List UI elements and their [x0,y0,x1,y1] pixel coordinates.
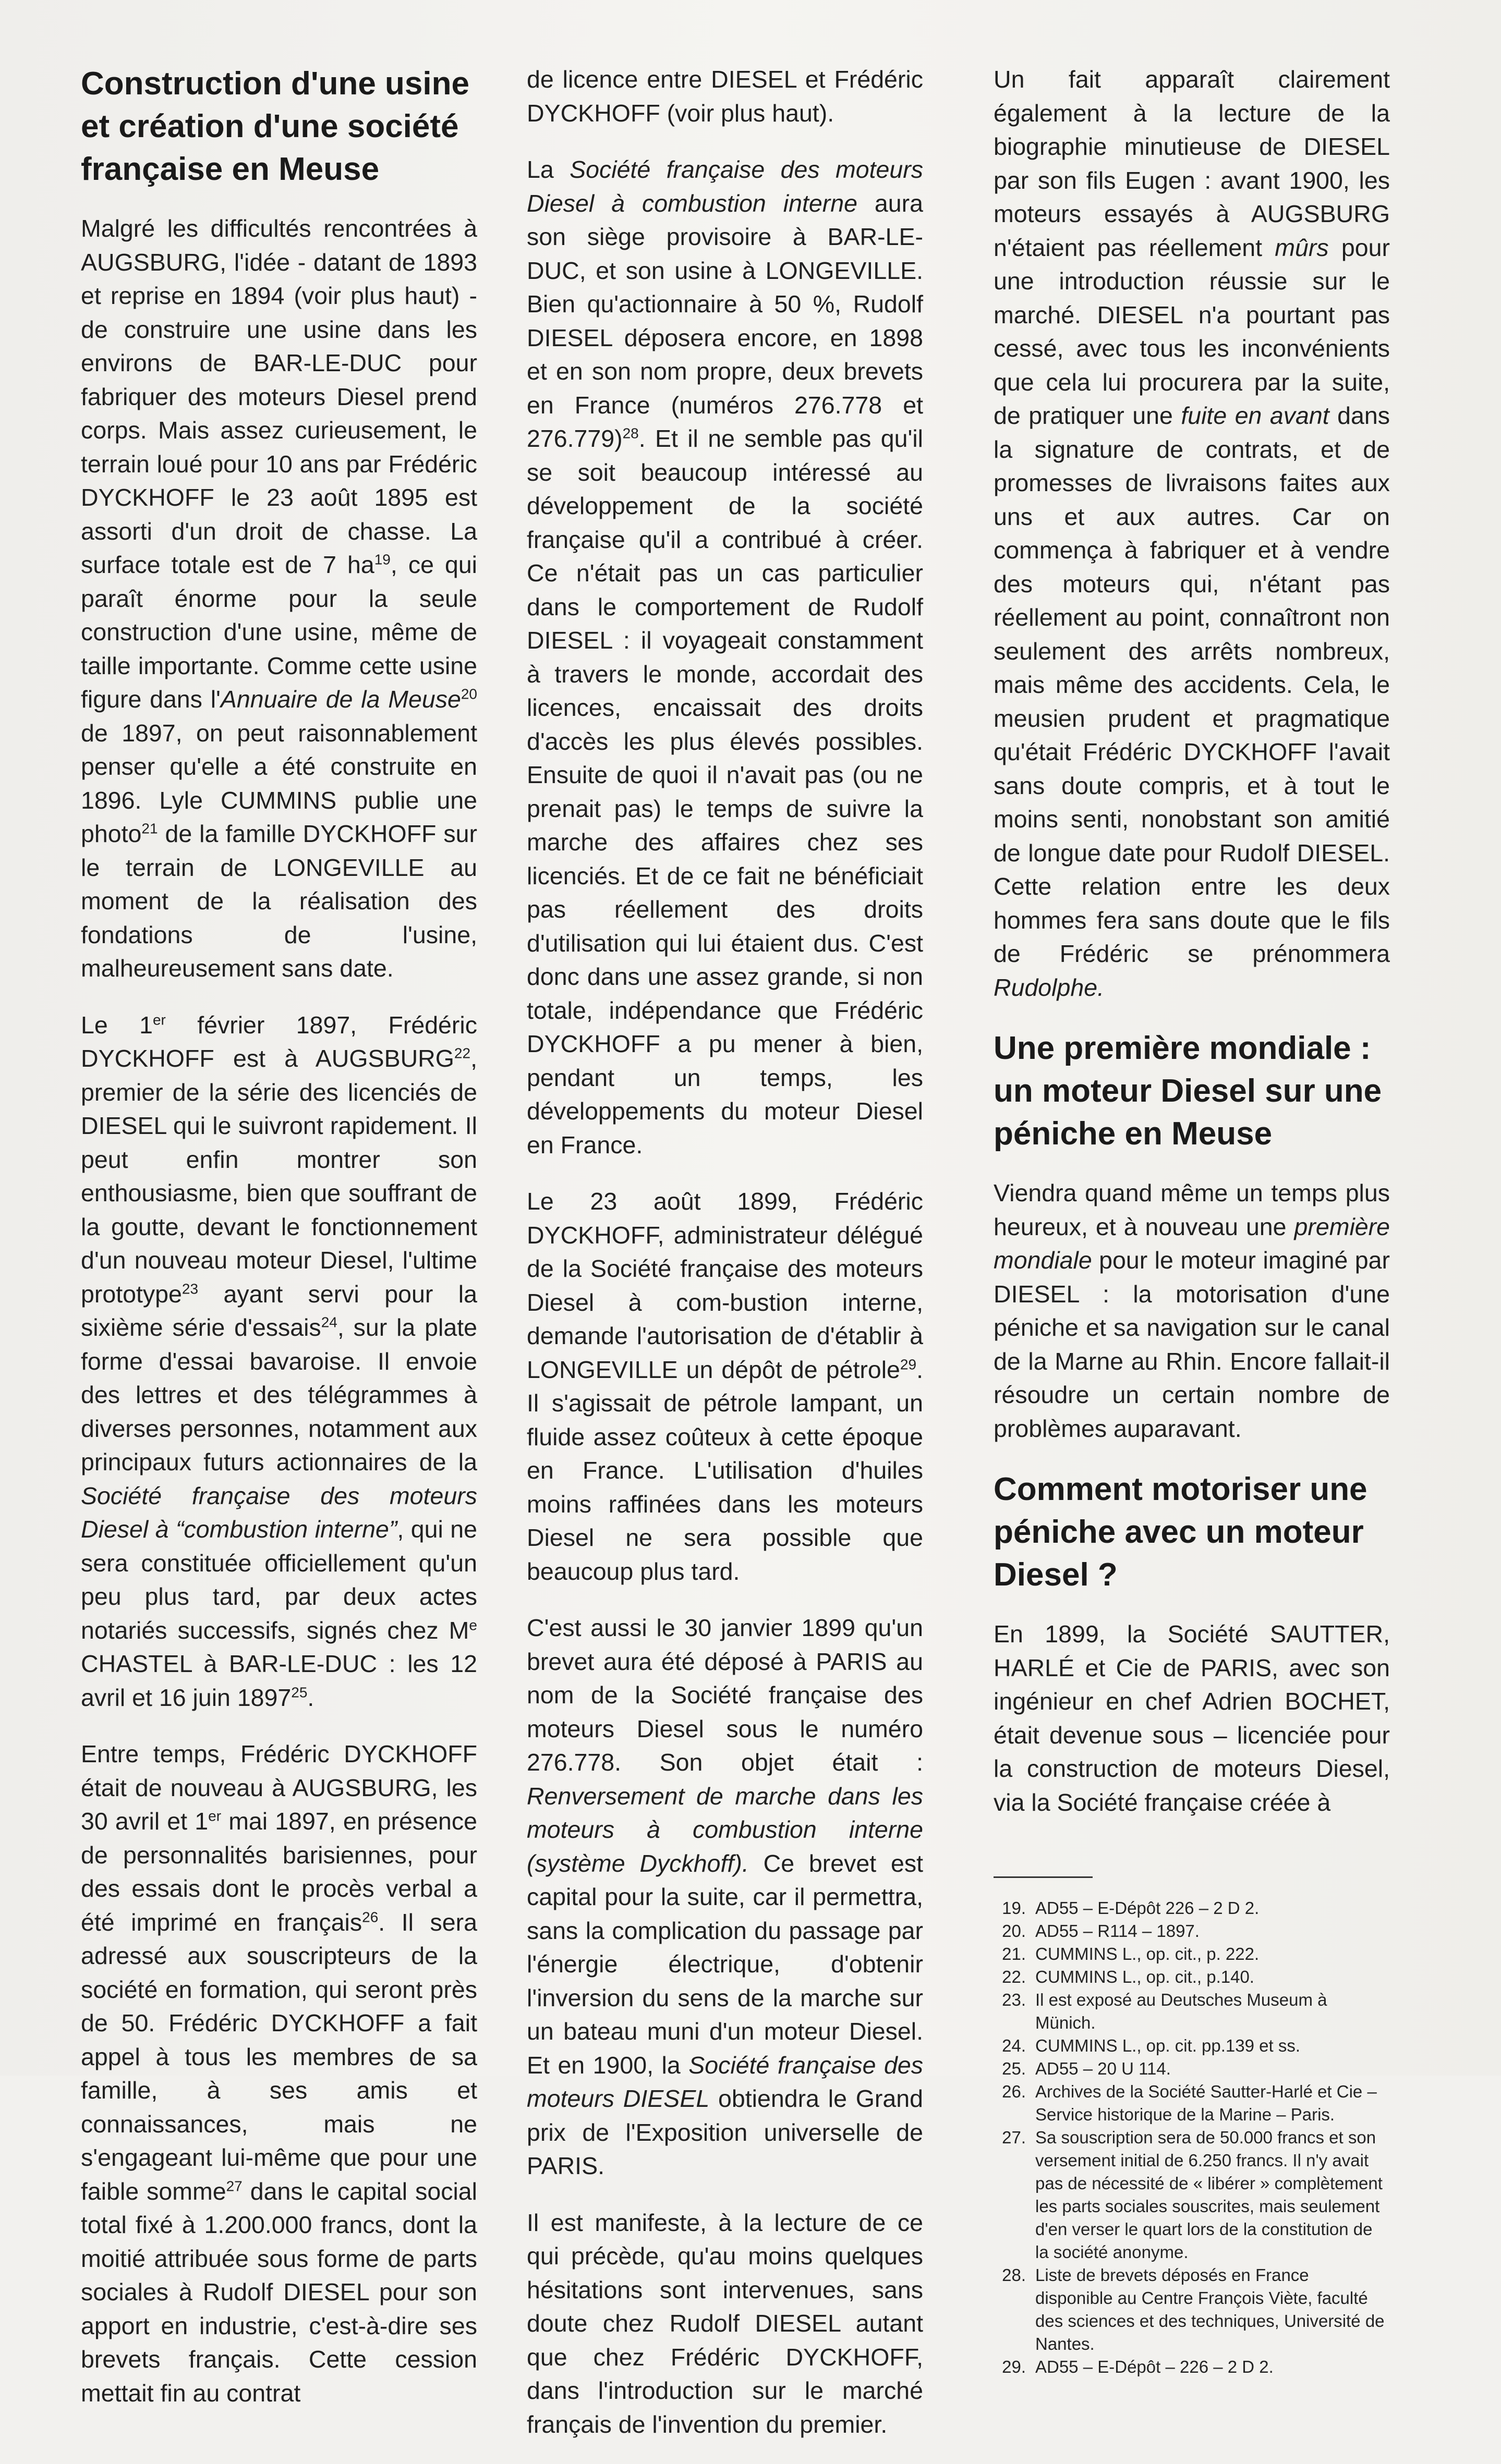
footnote: 24. CUMMINS L., op. cit. pp.139 et ss. [1002,2036,1301,2055]
paragraph: En 1899, la Société SAUTTER, HARLÉ et Cie de PARIS, avec son ingénieur en chef Adrien BOCHET, était devenue sous – licenciée pour la construction de moteurs Diesel, via la Société française créée à [994,1620,1390,1816]
footnote: 22. CUMMINS L., op. cit., p.140. [1002,1967,1254,1986]
footnote-ref: 20 [461,686,477,702]
footnote-ref: 22 [454,1045,471,1062]
footnote-ref: 19 [374,551,391,568]
footnote: 28. Liste de brevets déposés en France disponible au Centre François Viète, faculté des sciences et des techniques, Université de Nantes. [1002,2265,1385,2353]
footnote-ref: 27 [226,2178,243,2194]
section-heading-construction: Construction d'une usine et création d'une société française en Meuse [81,66,469,187]
footnotes-list [994,1897,1390,2378]
footnote: 20. AD55 – R114 – 1897. [1002,1921,1200,1941]
footnote-divider [994,1876,1093,1878]
footnote: 29. AD55 – E-Dépôt – 226 – 2 D 2. [1002,2357,1274,2376]
paragraph: de licence entre DIESEL et Frédéric DYCKHOFF (voir plus haut). [527,66,923,127]
column-1 [81,63,477,2433]
paragraph: Un fait apparaît clairement également à la lecture de la biographie minutieuse de DIESEL par son fils Eugen : avant 1900, les moteurs essayés à AUGSBURG n'étaient pas réellement mûrs pour une introduction réussie sur le marché. DIESEL n'a pourtant pas cessé, avec tous les inconvénients que cela lui procurera par la suite, de pratiquer une fuite en avant dans la signature de contrats, et de promesses de livraisons faites aux uns et aux autres. Car on commença à fabriquer et à vendre des moteurs qui, n'étant pas réellement au point, connaîtront non seulement des arrêts nombreux, mais même des accidents. Cela, le meusien prudent et pragmatique qu'était Frédéric DYCKHOFF l'avait sans doute compris, et à tout le moins senti, nonobstant son amitié de longue date pour Rudolf DIESEL. Cette relation entre les deux hommes fera sans doute que le fils de Frédéric se prénommera Rudolphe. [994,66,1390,1001]
paragraph: C'est aussi le 30 janvier 1899 qu'un brevet aura été déposé à PARIS au nom de la Société française des moteurs Diesel sous le numéro 276.778. Son objet était : Renversement de marche dans les moteurs à combustion interne (système Dyckhoff). Ce brevet est capital pour la suite, car il permettra, sans la complication du passage par l'énergie électrique, d'obtenir l'inversion du sens de la marche sur un bateau muni d'un moteur Diesel. Et en 1900, la Société française des moteurs DIESEL obtiendra le Grand prix de l'Exposition universelle de PARIS. [527,1614,924,2179]
footnote-ref: 23 [181,1280,199,1297]
footnote-ref: 26 [362,1909,379,1925]
column-3 [994,63,1390,2378]
footnote-ref: 29 [900,1356,917,1372]
footnote-ref: 21 [141,820,158,837]
footnote-ref: 28 [622,425,639,442]
column-2 [527,63,923,2464]
paragraph: Malgré les difficultés rencontrées à AUGSBURG, l'idée - datant de 1893 et reprise en 1894 (voir plus haut) - de construire une usine dans les environs de BAR-LE-DUC pour fabriquer des moteurs Diesel prend corps. Mais assez curieusement, le terrain loué pour 10 ans par Frédéric DYCKHOFF le 23 août 1895 est assorti d'un droit de chasse. La surface totale est de 7 $ha^{19}$, ce qui paraît énorme pour la seule construction d'une usine, même de taille importante. Comme cette usine figure dans l'Annuaire de la Meuse$^{20}$ de 1897, on peut raisonnablement penser qu'elle a été construite en 1896. Lyle CUMMINS publie une photo$^{21}$ de la famille DYCKHOFF sur le terrain de LONGEVILLE au moment de la réalisation des fondations de l'usine, malheureusement sans date. [81,215,478,982]
section-heading-comment-motoriser: Comment motoriser une péniche avec un moteur Diesel ? [994,1471,1367,1593]
footnote: 25. AD55 – 20 U 114. [1002,2059,1171,2078]
footnote-ref: 25 [291,1684,308,1700]
footnote: 26. Archives de la Société Sautter-Harlé et Cie – Service historique de la Marine – Paris. [1002,2082,1377,2124]
footnote-ref: 24 [321,1314,337,1331]
footnote: 19. AD55 – E-Dépôt 226 – 2 D 2. [1002,1898,1260,1918]
paragraph: Le 1er février 1897, Frédéric DYCKHOFF est à AUGSBURG$^{22}$, premier de la série des licenciés de DIESEL qui le suivront rapidement. Il peut enfin montrer son enthousiasme, bien que souffrant de la goutte, devant le fonctionnement d'un nouveau moteur Diesel, l'ultime prototype$^{23}$ ayant servi pour la sixième série d'essais$^{24}$, sur la plate forme d'essai bavaroise. Il envoie des lettres et des télégrammes à diverses personnes, notamment aux principaux futurs actionnaires de la Société française des moteurs Diesel à “combustion interne”, qui ne sera constituée officiellement qu'un peu plus tard, par deux actes notariés successifs, signés chez Me CHASTEL à BAR-LE-DUC : les 12 avril et 16 juin 1897$^{25}$. [81,1011,477,1711]
footnote: 21. CUMMINS L., op. cit., p. 222. [1002,1944,1260,1963]
section-heading-premiere-mondiale: Une première mondiale : un moteur Diesel sur une péniche en Meuse [994,1030,1382,1152]
paragraph: Il est manifeste, à la lecture de ce qui précède, qu'au moins quelques hésitations sont intervenues, sans doute chez Rudolf DIESEL autant que chez Frédéric DYCKHOFF, dans l'introduction sur le marché français de l'invention du premier. [527,2209,923,2438]
footnote: 23. Il est exposé au Deutsches Museum à Münich. [1002,1990,1327,2032]
paragraph: Entre temps, Frédéric DYCKHOFF était de nouveau à AUGSBURG, les 30 avril et 1er mai 1897, en présence de personnalités barisiennes, pour des essais dont le procès verbal a été imprimé en français$^{26}$. Il sera adressé aux souscripteurs de la société en formation, qui seront près de 50. Frédéric DYCKHOFF a fait appel à tous les membres de sa famille, à ses amis et connaissances, mais ne s'engageant lui-même que pour une faible somme$^{27}$ dans le capital social total fixé à 1.200.000 francs, dont la moitié attribuée sous forme de parts sociales à Rudolf DIESEL pour son apport en industrie, c'est-à-dire ses brevets français. Cette cession mettait fin au contrat [81,1740,477,2407]
paragraph: Le 23 août 1899, Frédéric DYCKHOFF, administrateur délégué de la Société française des moteurs Diesel à com-bustion interne, demande l'autorisation de d'établir à LONGEVILLE un dépôt de pétrole$^{29}$. Il s'agissait de pétrole lampant, un fluide assez coûteux à cette époque en France. L'utilisation d'huiles moins raffinées dans les moteurs Diesel ne sera possible que beaucoup plus tard. [527,1188,923,1585]
paragraph: Viendra quand même un temps plus heureux, et à nouveau une première mondiale pour le moteur imaginé par DIESEL : la motorisation d'une péniche et sa navigation sur le canal de la Marne au Rhin. Encore fallait-il résoudre un certain nombre de problèmes auparavant. [994,1179,1390,1442]
footnote: 27. Sa souscription sera de 50.000 francs et son versement initial de 6.250 francs. Il n'y avait pas de nécessité de « libérer » complètement les parts sociales souscrites, mais seulement d'en verser le quart lors de la constitution de la société anonyme. [1002,2128,1383,2262]
paragraph: La Société française des moteurs Diesel à combustion interne aura son siège provisoire à BAR-LE-DUC, et son usine à LONGEVILLE. Bien qu'actionnaire à 50 %, Rudolf DIESEL déposera encore, en 1898 et en son nom propre, deux brevets en France (numéros 276.778 et 276.779)$^{28}$. Et il ne semble pas qu'il se soit beaucoup intéressé au développement de la société française qu'il a contribué à créer. Ce n'était pas un cas particulier dans le comportement de Rudolf DIESEL : il voyageait constamment à travers le monde, accordait des licences, encaissait des droits d'accès les plus élevés possibles. Ensuite de quoi il n'avait pas (ou ne prenait pas) le temps de suivre la marche des affaires chez ses licenciés. Et de ce fait ne bénéficiait pas réellement des droits d'utilisation qui lui étaient dus. C'est donc dans une assez grande, si non totale, indépendance que Frédéric DYCKHOFF a pu mener à bien, pendant un temps, les développements du moteur Diesel en France. [527,156,923,1158]
